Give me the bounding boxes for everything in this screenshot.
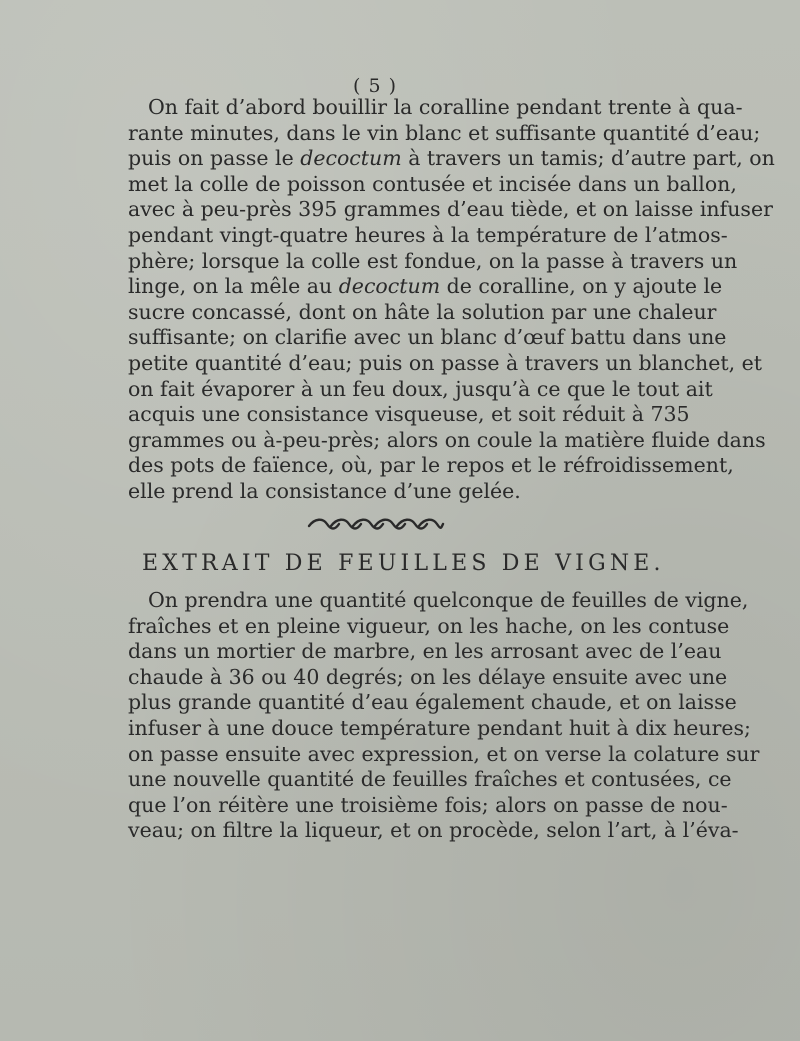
text-line: met la colle de poisson contusée et incisée dans un ballon, [128,171,737,196]
text-line: veau; on filtre la liqueur, et on procède, selon l’art, à l’éva- [128,818,739,843]
text-line: infuser à une douce température pendant huit à dix heures; [128,715,751,740]
text-line: dans un mortier de marbre, en les arrosant avec de l’eau [128,639,722,664]
text-line: On fait d’abord bouillir la coralline pendant trente à qua- [148,95,743,119]
text-line: une nouvelle quantité de feuilles fraîches et contusées, ce [128,767,732,792]
paragraph-coralline-preparation [128,95,775,505]
page-number: ( 5 ) [353,75,397,97]
text-line: plus grande quantité d’eau également chaude, et on laisse [128,690,737,715]
text-line: chaude à 36 ou 40 degrés; on les délaye ensuite avec une [128,664,728,689]
text-line: suffisante; on clarifie avec un blanc d’œuf battu dans une [128,325,727,350]
ornament-divider [305,516,445,532]
text-line [128,274,723,300]
text-line: on fait évaporer à un feu doux, jusqu’à ce que le tout ait [128,376,713,401]
text-fragment: linge, on la mêle au [128,274,339,299]
section-heading: EXTRAIT DE FEUILLES DE VIGNE. [142,551,665,576]
italic-term: decoctum [300,146,402,171]
text-line: acquis une consistance visqueuse, et soit réduit à 735 [128,402,690,427]
paragraph-vine-leaves-extract [128,588,760,844]
text-line: on passe ensuite avec expression, et on verse la colature sur [128,741,760,766]
text-line: des pots de faïence, où, par le repos et le réfroidissement, [128,453,734,478]
text-fragment: de coralline, on y ajoute le [440,274,723,299]
text-line: phère; lorsque la colle est fondue, on la passe à travers un [128,248,738,273]
text-line: fraîches et en pleine vigueur, on les hache, on les contuse [128,613,730,638]
text-line: avec à peu-près 395 grammes d’eau tiède, et on laisse infuser [128,197,773,222]
text-line: pendant vingt-quatre heures à la température de l’atmos- [128,222,728,247]
italic-term: decoctum [338,274,441,299]
text-line: que l’on réitère une troisième fois; alors on passe de nou- [128,792,728,817]
text-line [128,146,775,172]
text-line: elle prend la consistance d’une gelée. [128,478,521,503]
text-line: rante minutes, dans le vin blanc et suffisante quantité d’eau; [128,120,761,145]
text-line: On prendra une quantité quelconque de feuilles de vigne, [148,588,749,612]
text-line: sucre concassé, dont on hâte la solution par une chaleur [128,299,717,324]
text-fragment: à travers un tamis; d’autre part, on [401,146,775,171]
text-fragment: puis on passe le [128,146,301,171]
text-line: grammes ou à-peu-près; alors on coule la matière fluide dans [128,427,766,452]
text-line: petite quantité d’eau; puis on passe à travers un blanchet, et [128,350,763,375]
